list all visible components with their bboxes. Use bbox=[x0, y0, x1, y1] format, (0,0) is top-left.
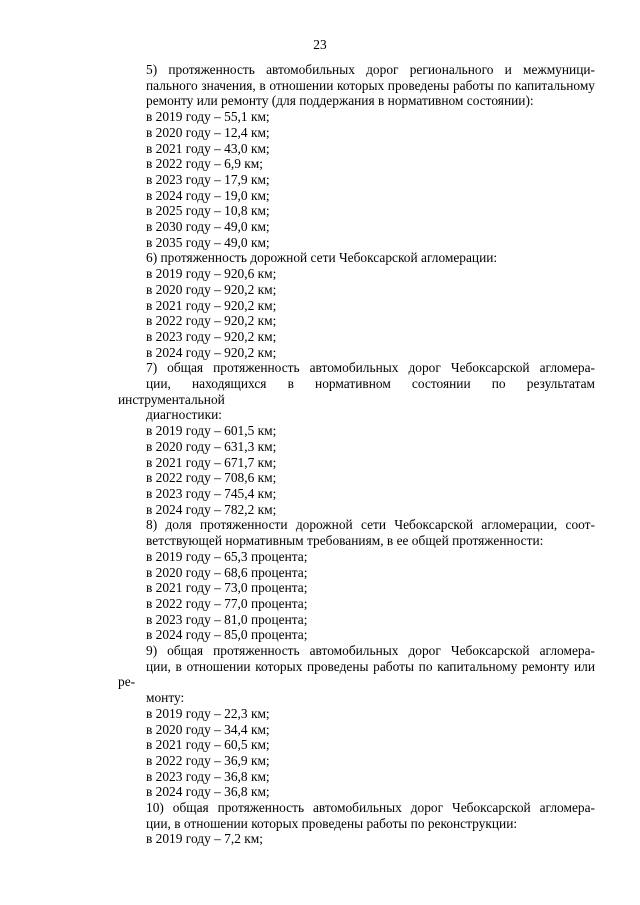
list-item: в 2024 году – 19,0 км; bbox=[146, 187, 270, 203]
section-paragraph bbox=[118, 250, 595, 266]
list-item: в 2020 году – 12,4 км; bbox=[146, 124, 270, 140]
list-item: в 2023 году – 920,2 км; bbox=[146, 328, 277, 344]
list-item: в 2022 году – 36,9 км; bbox=[146, 752, 270, 768]
paragraph-line: 6) протяженность дорожной сети Чебоксарской агломерации: bbox=[146, 250, 498, 266]
paragraph-line: ветствующей нормативным требованиям, в ее общей протяженности: bbox=[146, 533, 544, 549]
list-item: в 2021 году – 73,0 процента; bbox=[146, 580, 308, 596]
section-paragraph bbox=[118, 800, 595, 831]
paragraph-line: 8) доля протяженности дорожной сети Чебоксарской агломерации, соот- bbox=[146, 517, 595, 533]
paragraph-line: ции, в отношении которых проведены работы по капитальному ремонту или ре- bbox=[118, 658, 595, 690]
list-item: в 2025 году – 10,8 км; bbox=[146, 203, 270, 219]
list-item: в 2021 году – 43,0 км; bbox=[146, 140, 270, 156]
paragraph-line: ремонту или ремонту (для поддержания в нормативном состоянии): bbox=[146, 93, 534, 109]
paragraph-line: монту: bbox=[146, 690, 185, 706]
list-item: в 2023 году – 745,4 км; bbox=[146, 485, 277, 501]
section-paragraph bbox=[118, 517, 595, 548]
list-item: в 2021 году – 60,5 км; bbox=[146, 737, 270, 753]
document-body bbox=[118, 62, 595, 847]
list-item: в 2021 году – 671,7 км; bbox=[146, 454, 277, 470]
list-item: в 2035 году – 49,0 км; bbox=[146, 234, 270, 250]
paragraph-line: 9) общая протяженность автомобильных дорог Чебоксарской агломера- bbox=[146, 643, 595, 659]
list-item: в 2024 году – 920,2 км; bbox=[146, 344, 277, 360]
section-paragraph bbox=[118, 62, 595, 109]
list-item: в 2022 году – 77,0 процента; bbox=[146, 595, 308, 611]
list-item: в 2020 году – 631,3 км; bbox=[146, 438, 277, 454]
list-item: в 2030 году – 49,0 км; bbox=[146, 219, 270, 235]
paragraph-line: ции, в отношении которых проведены работы по реконструкции: bbox=[146, 815, 518, 831]
list-item: в 2022 году – 6,9 км; bbox=[146, 156, 263, 172]
list-item: в 2023 году – 36,8 км; bbox=[146, 768, 270, 784]
list-item: в 2019 году – 7,2 км; bbox=[146, 831, 263, 847]
list-item: в 2022 году – 920,2 км; bbox=[146, 313, 277, 329]
list-item: в 2022 году – 708,6 км; bbox=[146, 470, 277, 486]
paragraph-line: пального значения, в отношении которых проведены работы по капитальному bbox=[146, 77, 595, 93]
paragraph-line: 10) общая протяженность автомобильных дорог Чебоксарской агломера- bbox=[146, 800, 595, 816]
paragraph-line: диагностики: bbox=[146, 407, 222, 423]
paragraph-line: ции, находящихся в нормативном состоянии по результатам инструментальной bbox=[118, 376, 595, 407]
list-item: в 2019 году – 22,3 км; bbox=[146, 705, 270, 721]
list-item: в 2020 году – 68,6 процента; bbox=[146, 564, 308, 580]
page-number: 23 bbox=[313, 37, 327, 52]
list-item: в 2019 году – 65,3 процента; bbox=[146, 548, 308, 564]
list-item: в 2023 году – 81,0 процента; bbox=[146, 611, 308, 627]
paragraph-line: 5) протяженность автомобильных дорог регионального и межмуници- bbox=[146, 62, 595, 77]
section-paragraph bbox=[118, 643, 595, 706]
list-item: в 2019 году – 55,1 км; bbox=[146, 109, 270, 125]
paragraph-line: 7) общая протяженность автомобильных дорог Чебоксарской агломера- bbox=[146, 360, 595, 376]
list-item: в 2019 году – 601,5 км; bbox=[146, 423, 277, 439]
section-paragraph bbox=[118, 360, 595, 423]
list-item: в 2020 году – 920,2 км; bbox=[146, 281, 277, 297]
list-item: в 2024 году – 85,0 процента; bbox=[146, 627, 308, 643]
list-item: в 2024 году – 36,8 км; bbox=[146, 784, 270, 800]
list-item: в 2021 году – 920,2 км; bbox=[146, 297, 277, 313]
list-item: в 2023 году – 17,9 км; bbox=[146, 171, 270, 187]
list-item: в 2019 году – 920,6 км; bbox=[146, 266, 277, 282]
list-item: в 2024 году – 782,2 км; bbox=[146, 501, 277, 517]
list-item: в 2020 году – 34,4 км; bbox=[146, 721, 270, 737]
